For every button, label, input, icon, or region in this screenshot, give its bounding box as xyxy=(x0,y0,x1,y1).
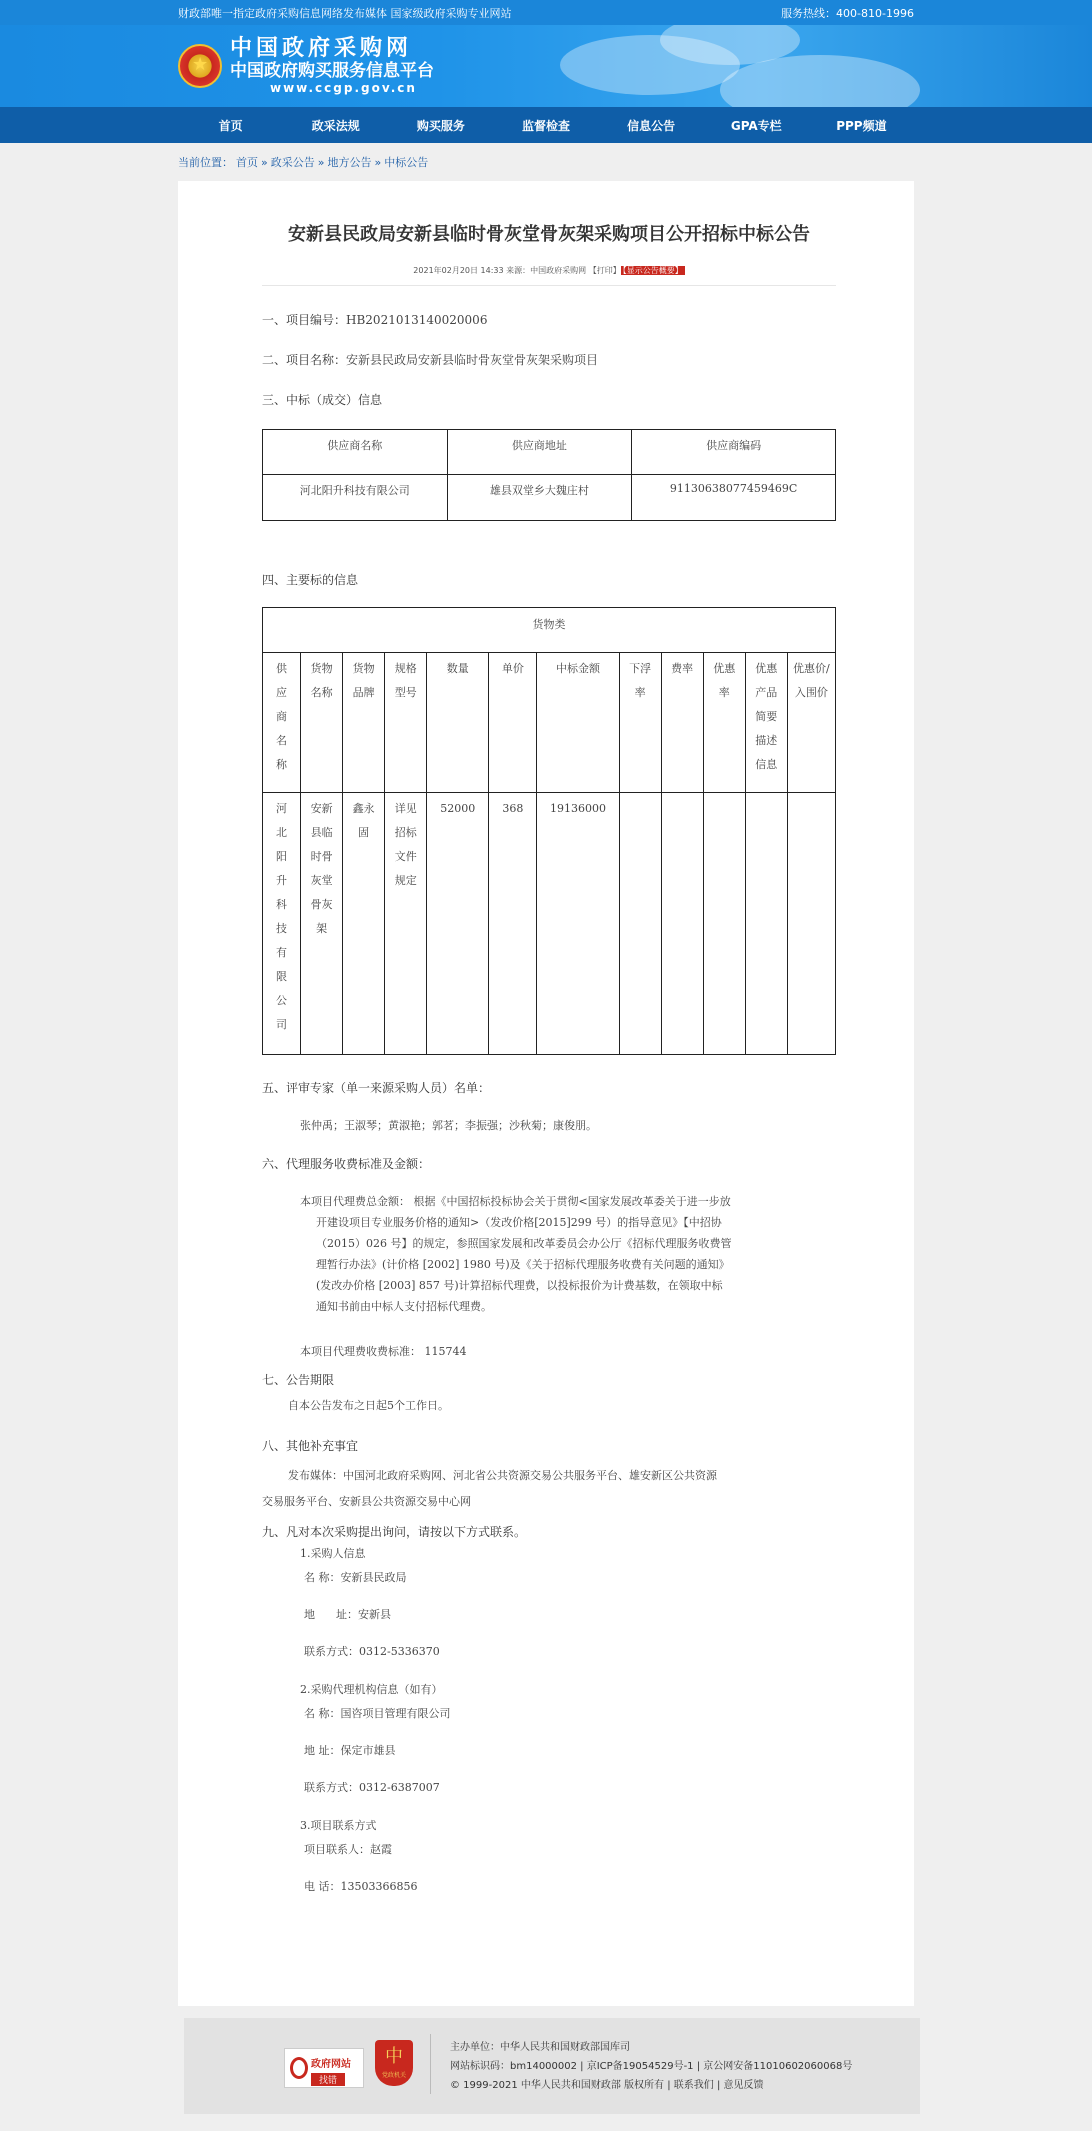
table-header: 货物品牌 xyxy=(343,653,385,793)
nav-item-supervision[interactable]: 监督检查 xyxy=(521,118,570,133)
purchaser-address: 地 址：安新县 xyxy=(304,1608,391,1621)
footer-divider xyxy=(430,2034,431,2094)
slogan: 财政部唯一指定政府采购信息网络发布媒体 国家级政府采购专业网站 xyxy=(178,6,512,20)
agency-title: 2.采购代理机构信息（如有） xyxy=(300,1683,443,1696)
breadcrumb-local[interactable]: 地方公告 xyxy=(327,156,372,169)
project-contact-phone: 电 话：13503366856 xyxy=(304,1880,418,1893)
table-cell: 河北阳升科技有限公司 xyxy=(263,475,448,521)
table-header: 优惠产品简要描述信息 xyxy=(745,653,787,793)
breadcrumb-notices[interactable]: 政采公告 xyxy=(270,156,315,169)
agency-phone: 联系方式：0312-6387007 xyxy=(304,1781,440,1794)
table-cell: 52000 xyxy=(427,793,489,1055)
notice-period-heading: 七、公告期限 xyxy=(262,1373,335,1387)
banner xyxy=(0,25,1092,107)
footer-info xyxy=(450,2038,852,2095)
table-header: 费率 xyxy=(661,653,703,793)
agency-fee-standard: 本项目代理费收费标准： 115744 xyxy=(300,1345,467,1358)
nav-item-services[interactable]: 购买服务 xyxy=(416,118,465,133)
logo-subtitle: 中国政府购买服务信息平台 xyxy=(230,61,434,81)
article-panel xyxy=(178,181,914,2006)
hotline: 服务热线：400-810-1996 xyxy=(781,6,914,20)
table-cell: 368 xyxy=(489,793,537,1055)
table-header: 下浮率 xyxy=(619,653,661,793)
logo-url: www.ccgp.gov.cn xyxy=(270,81,417,95)
breadcrumb-sep: » xyxy=(374,155,382,169)
table-header: 供应商地址 xyxy=(447,430,632,475)
table-cell: 安新县临时骨灰堂骨灰架 xyxy=(301,793,343,1055)
breadcrumb-award[interactable]: 中标公告 xyxy=(384,156,429,169)
breadcrumb-label: 当前位置： xyxy=(178,156,233,169)
site-footer xyxy=(184,2018,920,2114)
table-cell: 详见招标文件规定 xyxy=(385,793,427,1055)
main-nav xyxy=(0,107,1092,143)
other-matters-heading: 八、其他补充事宜 xyxy=(262,1439,359,1453)
magnifier-icon xyxy=(290,2057,308,2079)
show-summary-button[interactable]: 【显示公告概要】 xyxy=(622,266,683,275)
table-cell xyxy=(787,793,835,1055)
agency-fee-text: 本项目代理费总金额： 根据《中国招标投标协会关于贯彻<国家发展改革委关于进一步放 开建设项目专业服务价格的通知>（发改价格[2015]299 号）的指导意见》【中招协 （2015）026 号】的规定，参照国家发展和改革委员会办公厅《招标代理服务收费管 理暂行办法》(计价格 [2002] 1980 号)及《关于招标代理服务收费有关问题的通知》 (发改办价格 [2003] 857 号)计算招标代理费，以投标报价为计费基数，在领取中标 通知书前由中标人支付招标代理费。 xyxy=(300,1195,732,1313)
purchaser-name: 名 称：安新县民政局 xyxy=(304,1571,407,1584)
table-cell: 鑫永固 xyxy=(343,793,385,1055)
top-bar xyxy=(0,0,1092,25)
breadcrumb-sep: » xyxy=(261,155,268,169)
purchaser-title: 1.采购人信息 xyxy=(300,1547,366,1560)
publish-info[interactable]: 2021年02月20日 14:33 来源：中国政府采购网 【打印】 xyxy=(413,266,621,275)
footer-sponsor: 主办单位：中华人民共和国财政部国库司 xyxy=(450,2042,630,2053)
nav-item-announcements[interactable]: 信息公告 xyxy=(627,118,676,133)
table-cell: 19136000 xyxy=(537,793,619,1055)
table-cell xyxy=(661,793,703,1055)
supplier-table xyxy=(262,429,836,521)
nav-item-gpa[interactable]: GPA专栏 xyxy=(730,118,782,133)
table-cell xyxy=(703,793,745,1055)
table-cell xyxy=(619,793,661,1055)
experts-heading: 五、评审专家（单一来源采购人员）名单： xyxy=(262,1081,491,1095)
breadcrumb xyxy=(178,143,914,181)
table-header: 供应商名称 xyxy=(263,653,301,793)
project-contact-person: 项目联系人：赵霞 xyxy=(304,1843,392,1856)
article-meta xyxy=(262,265,836,277)
table-header: 中标金额 xyxy=(537,653,619,793)
agency-name: 名 称：国咨项目管理有限公司 xyxy=(304,1707,451,1720)
table-header: 数量 xyxy=(427,653,489,793)
breadcrumb-sep: » xyxy=(317,155,325,169)
divider xyxy=(262,285,836,286)
purchaser-phone: 联系方式：0312-5336370 xyxy=(304,1645,440,1658)
table-header: 供应商编码 xyxy=(632,430,836,475)
table-cell xyxy=(745,793,787,1055)
nav-item-regulations[interactable]: 政采法规 xyxy=(311,118,360,133)
page-title: 安新县民政局安新县临时骨灰堂骨灰架采购项目公开招标中标公告 xyxy=(288,224,810,245)
table-header: 规格型号 xyxy=(385,653,427,793)
table-cell: 91130638077459469C xyxy=(632,475,836,521)
report-error-badge[interactable]: 政府网站 找错 xyxy=(284,2048,364,2088)
breadcrumb-home[interactable]: 首页 xyxy=(236,156,258,169)
table-header: 货物名称 xyxy=(301,653,343,793)
goods-table xyxy=(262,607,836,1055)
table-header: 单价 xyxy=(489,653,537,793)
footer-registration: 网站标识码：bm14000002 | 京ICP备19054529号-1 | 京公网安备11010602060068号 xyxy=(450,2061,853,2072)
other-matters-text: 发布媒体：中国河北政府采购网、河北省公共资源交易公共服务平台、雄安新区公共资源 交易服务平台、安新县公共资源交易中心网 xyxy=(262,1469,717,1508)
contact-heading: 九、凡对本次采购提出询问，请按以下方式联系。 xyxy=(262,1525,527,1539)
nav-item-home[interactable]: 首页 xyxy=(218,118,243,133)
notice-period-text: 自本公告发布之日起5个工作日。 xyxy=(288,1399,449,1412)
project-contact-title: 3.项目联系方式 xyxy=(300,1819,377,1832)
agency-address: 地 址：保定市雄县 xyxy=(304,1744,396,1757)
site-logo[interactable] xyxy=(178,37,434,95)
project-number: 一、项目编号：HB2021013140020006 xyxy=(262,313,488,327)
experts-list: 张仲禹；王淑琴；黄淑艳；郭茗；李振强；沙秋菊；康俊朋。 xyxy=(300,1119,597,1132)
agency-fee-heading: 六、代理服务收费标准及金额： xyxy=(262,1157,431,1171)
table-header: 优惠价/入围价 xyxy=(787,653,835,793)
party-government-badge[interactable]: 中 党政机关 xyxy=(375,2040,413,2086)
table-cell: 河北阳升科技有限公司 xyxy=(263,793,301,1055)
national-emblem-icon xyxy=(178,44,222,88)
logo-title: 中国政府采购网 xyxy=(230,36,413,61)
main-items-heading: 四、主要标的信息 xyxy=(262,573,359,587)
award-info-heading: 三、中标（成交）信息 xyxy=(262,393,383,407)
project-name: 二、项目名称：安新县民政局安新县临时骨灰堂骨灰架采购项目 xyxy=(262,353,599,367)
table-cell: 雄县双堂乡大魏庄村 xyxy=(447,475,632,521)
footer-copyright[interactable]: © 1999-2021 中华人民共和国财政部 版权所有 | 联系我们 | 意见反馈 xyxy=(450,2080,764,2091)
nav-item-ppp[interactable]: PPP频道 xyxy=(836,118,887,133)
table-header: 供应商名称 xyxy=(263,430,448,475)
table-caption: 货物类 xyxy=(263,608,836,653)
table-header: 优惠率 xyxy=(703,653,745,793)
